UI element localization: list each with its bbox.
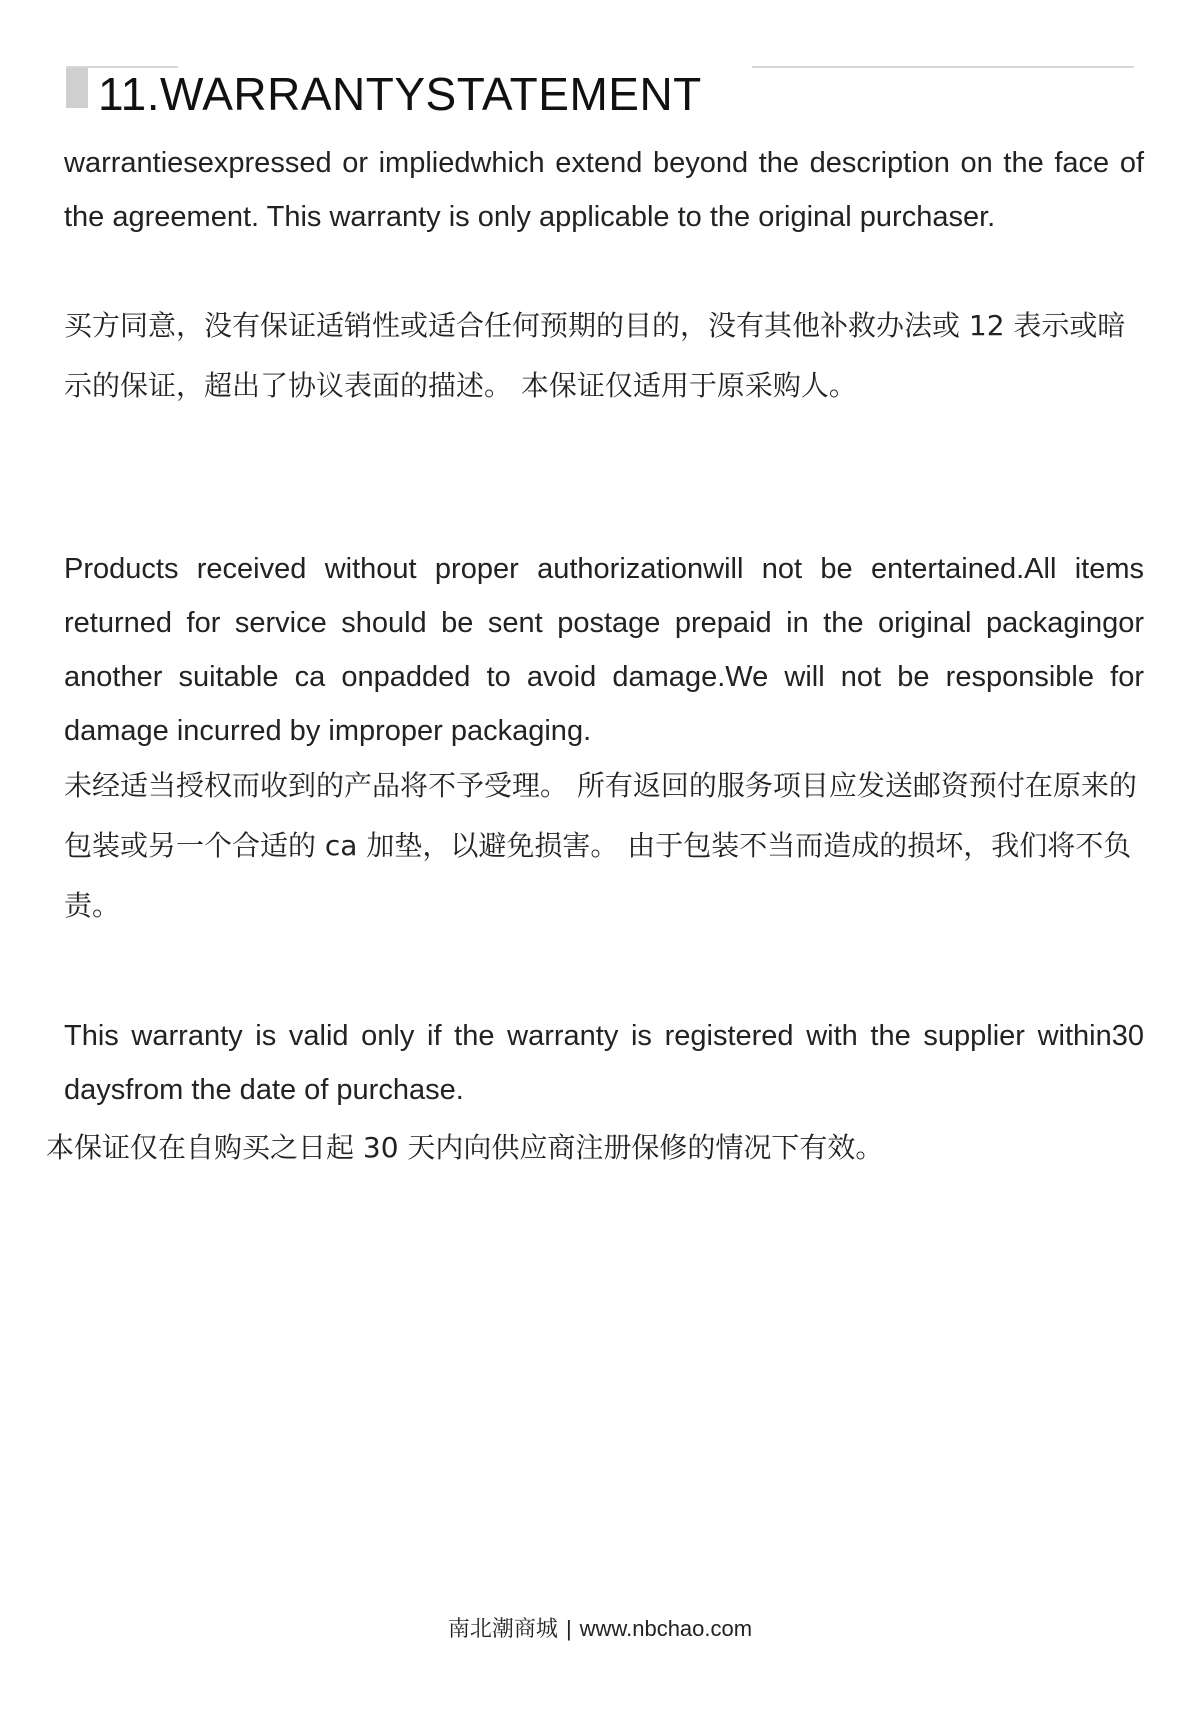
heading-marker: [66, 68, 88, 108]
footer-site-name: 南北潮商城: [447, 1616, 558, 1641]
top-rule-right: [752, 66, 1134, 68]
paragraph-3-chinese: 本保证仅在自购买之日起 30 天内向供应商注册保修的情况下有效。: [46, 1131, 884, 1164]
paragraph-2-chinese: 未经适当授权而收到的产品将不予受理。 所有返回的服务项目应发送邮资预付在原来的包装或另一个合适的 ca 加垫，以避免损害。 由于包装不当而造成的损坏，我们将不负责。: [64, 769, 1137, 922]
paragraph-1-chinese: 买方同意，没有保证适销性或适合任何预期的目的，没有其他补救办法或 12 表示或暗示的保证，超出了协议表面的描述。 本保证仅适用于原采购人。: [64, 309, 1126, 402]
paragraph-2-english: Products received without proper authorizationwill not be entertained.All items returned for service should be sent postage prepaid in the original packagingor another suitable ca onpadded to avoid damage.We will not be responsible for damage incurred by improper packaging.: [64, 553, 1144, 747]
footer-separator: |: [565, 1616, 572, 1641]
paragraph-3-english: This warranty is valid only if the warranty is registered with the supplier within30 daysfrom the date of purchase.: [64, 1020, 1144, 1106]
paragraph-1-english: warrantiesexpressed or impliedwhich extend beyond the description on the face of the agreement. This warranty is only applicable to the original purchaser.: [64, 147, 1144, 233]
page-footer: [0, 1614, 1200, 1644]
section-heading: 11.WARRANTYSTATEMENT: [98, 68, 702, 120]
footer-url-link[interactable]: www.nbchao.com: [579, 1616, 753, 1641]
